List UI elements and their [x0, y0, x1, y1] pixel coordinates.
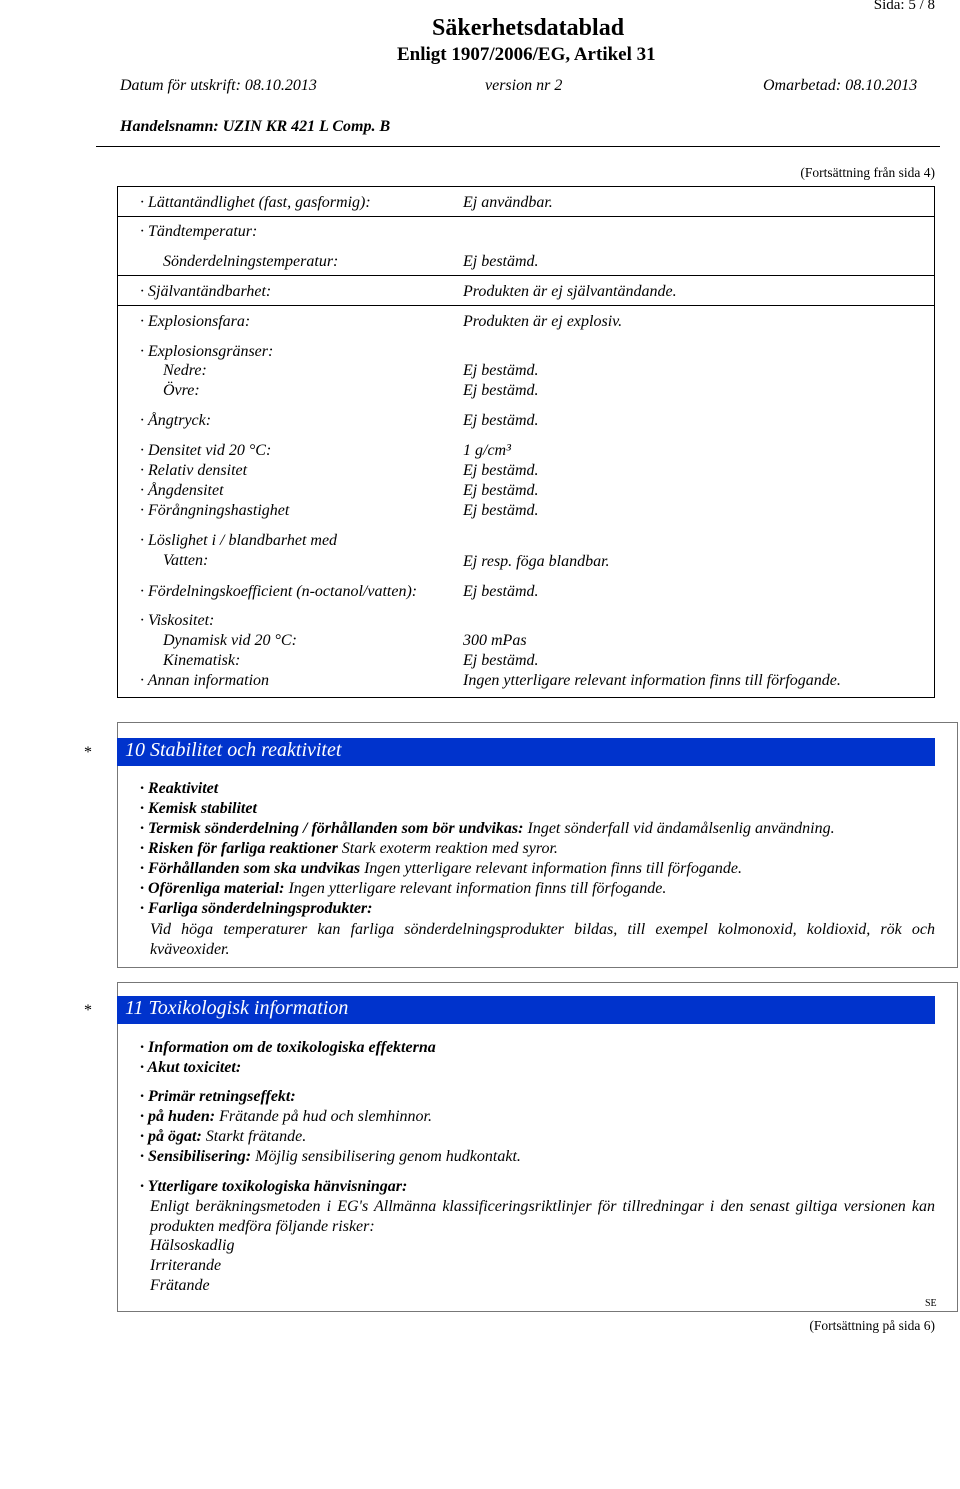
revised-date: Omarbetad: 08.10.2013	[763, 77, 918, 94]
risk-item: Irriterande	[150, 1257, 222, 1274]
reactivity: · Reaktivitet	[140, 780, 219, 797]
self-ignition-label: · Självantändbarhet:	[140, 283, 272, 300]
section11-title: 11 Toxikologisk information	[125, 997, 349, 1019]
explosion-limits-label: · Explosionsgränser:	[140, 343, 274, 360]
row-divider	[117, 275, 935, 276]
lower-limit-value: Ej bestämd.	[463, 362, 539, 379]
sensitization-value: Möjlig sensibilisering genom hudkontakt.	[255, 1148, 521, 1165]
evaporation-value: Ej bestämd.	[463, 502, 539, 519]
evaporation-label: · Förångningshastighet	[140, 502, 290, 519]
chemical-stability: · Kemisk stabilitet	[140, 800, 257, 817]
document-title: Säkerhetsdatablad	[432, 15, 625, 41]
decomposition-label: Sönderdelningstemperatur:	[163, 253, 339, 270]
flammability-value: Ej användbar.	[463, 194, 553, 211]
info-effects: · Information om de toxikologiska effekterna	[140, 1039, 436, 1056]
explosion-hazard-label: · Explosionsfara:	[140, 313, 251, 330]
decomposition-value: Ej bestämd.	[463, 253, 539, 270]
upper-limit-value: Ej bestämd.	[463, 382, 539, 399]
other-info-label: · Annan information	[140, 672, 270, 689]
partition-value: Ej bestämd.	[463, 583, 539, 600]
thermal-label: · Termisk sönderdelning / förhållanden som bör undvikas:	[140, 820, 524, 837]
section11-header	[117, 996, 935, 1024]
incompatible-label: · Oförenliga material:	[140, 880, 285, 897]
conditions-label: · Förhållanden som ska undvikas	[140, 860, 361, 877]
kinematic-viscosity-label: Kinematisk:	[163, 652, 241, 669]
row-divider	[117, 305, 935, 306]
flammability-label: · Lättantändlighet (fast, gasformig):	[140, 194, 371, 211]
relative-density-label: · Relativ densitet	[140, 462, 248, 479]
risk-item: Frätande	[150, 1277, 210, 1294]
skin-value: Frätande på hud och slemhinnor.	[219, 1108, 432, 1125]
country-code: SE	[925, 1298, 937, 1309]
density-label: · Densitet vid 20 °C:	[140, 442, 272, 459]
primary-effect: · Primär retningseffekt:	[140, 1088, 296, 1105]
hazardous-reactions-value: Stark exoterm reaktion med syror.	[341, 840, 558, 857]
acute-toxicity: · Akut toxicitet:	[140, 1059, 242, 1076]
version-number: version nr 2	[485, 77, 563, 94]
other-info-value: Ingen ytterligare relevant information finns till förfogande.	[463, 672, 841, 689]
decomposition-products-label: · Farliga sönderdelningsprodukter:	[140, 900, 373, 917]
relative-density-value: Ej bestämd.	[463, 462, 539, 479]
incompatible-value: Ingen ytterligare relevant information finns till förfogande.	[288, 880, 667, 897]
dynamic-viscosity-label: Dynamisk vid 20 °C:	[163, 632, 297, 649]
section10-title: 10 Stabilitet och reaktivitet	[125, 739, 342, 761]
vapour-density-value: Ej bestämd.	[463, 482, 539, 499]
lower-limit-label: Nedre:	[163, 362, 207, 379]
solubility-label: · Löslighet i / blandbarhet med	[140, 532, 338, 549]
explosion-hazard-value: Produkten är ej explosiv.	[463, 313, 623, 330]
section10-header	[117, 738, 935, 766]
thermal-value: Inget sönderfall vid ändamålsenlig användning.	[527, 820, 835, 837]
risk-item: Hälsoskadlig	[150, 1237, 235, 1254]
kinematic-viscosity-value: Ej bestämd.	[463, 652, 539, 669]
eye-value: Starkt frätande.	[205, 1128, 307, 1145]
section11-frame	[117, 982, 958, 1312]
header-divider	[96, 146, 940, 147]
change-marker: *	[84, 744, 92, 761]
ignition-label: · Tändtemperatur:	[140, 223, 258, 240]
trade-name: Handelsnamn: UZIN KR 421 L Comp. B	[120, 118, 391, 135]
viscosity-label: · Viskositet:	[140, 612, 215, 629]
density-value: 1 g/cm³	[463, 442, 511, 459]
partition-label: · Fördelningskoefficient (n-octanol/vatten):	[140, 583, 418, 600]
decomposition-products-value: Vid höga temperaturer kan farliga sönderdelningsprodukter bildas, till exempel kolmonoxid, koldioxid, rök och kväveoxider.	[150, 921, 935, 958]
continued-from: (Fortsättning från sida 4)	[800, 165, 935, 180]
self-ignition-value: Produkten är ej självantändande.	[463, 283, 677, 300]
conditions-value: Ingen ytterligare relevant information finns till förfogande.	[364, 860, 742, 877]
print-date: Datum för utskrift: 08.10.2013	[120, 77, 317, 94]
page-number: Sida: 5 / 8	[873, 0, 935, 13]
change-marker: *	[84, 1002, 92, 1019]
water-value: Ej resp. föga blandbar.	[463, 553, 610, 570]
skin-label: · på huden:	[140, 1108, 216, 1125]
additional-label: · Ytterligare toxikologiska hänvisningar:	[140, 1178, 408, 1195]
vapour-pressure-value: Ej bestämd.	[463, 412, 539, 429]
upper-limit-label: Övre:	[163, 382, 200, 399]
water-label: Vatten:	[163, 552, 209, 569]
continued-on: (Fortsättning på sida 6)	[809, 1318, 935, 1333]
row-divider	[117, 216, 935, 217]
vapour-density-label: · Ångdensitet	[140, 482, 224, 499]
additional-text: Enligt beräkningsmetoden i EG's Allmänna klassificeringsriktlinjer för tillredningar i den senast giltiga versionen kan produkten medföra följande risker:	[150, 1198, 935, 1235]
hazardous-reactions-label: · Risken för farliga reaktioner	[140, 840, 338, 857]
document-subtitle: Enligt 1907/2006/EG, Artikel 31	[397, 44, 656, 65]
vapour-pressure-label: · Ångtryck:	[140, 412, 212, 429]
eye-label: · på ögat:	[140, 1128, 202, 1145]
sensitization-label: · Sensibilisering:	[140, 1148, 252, 1165]
dynamic-viscosity-value: 300 mPas	[463, 632, 527, 649]
